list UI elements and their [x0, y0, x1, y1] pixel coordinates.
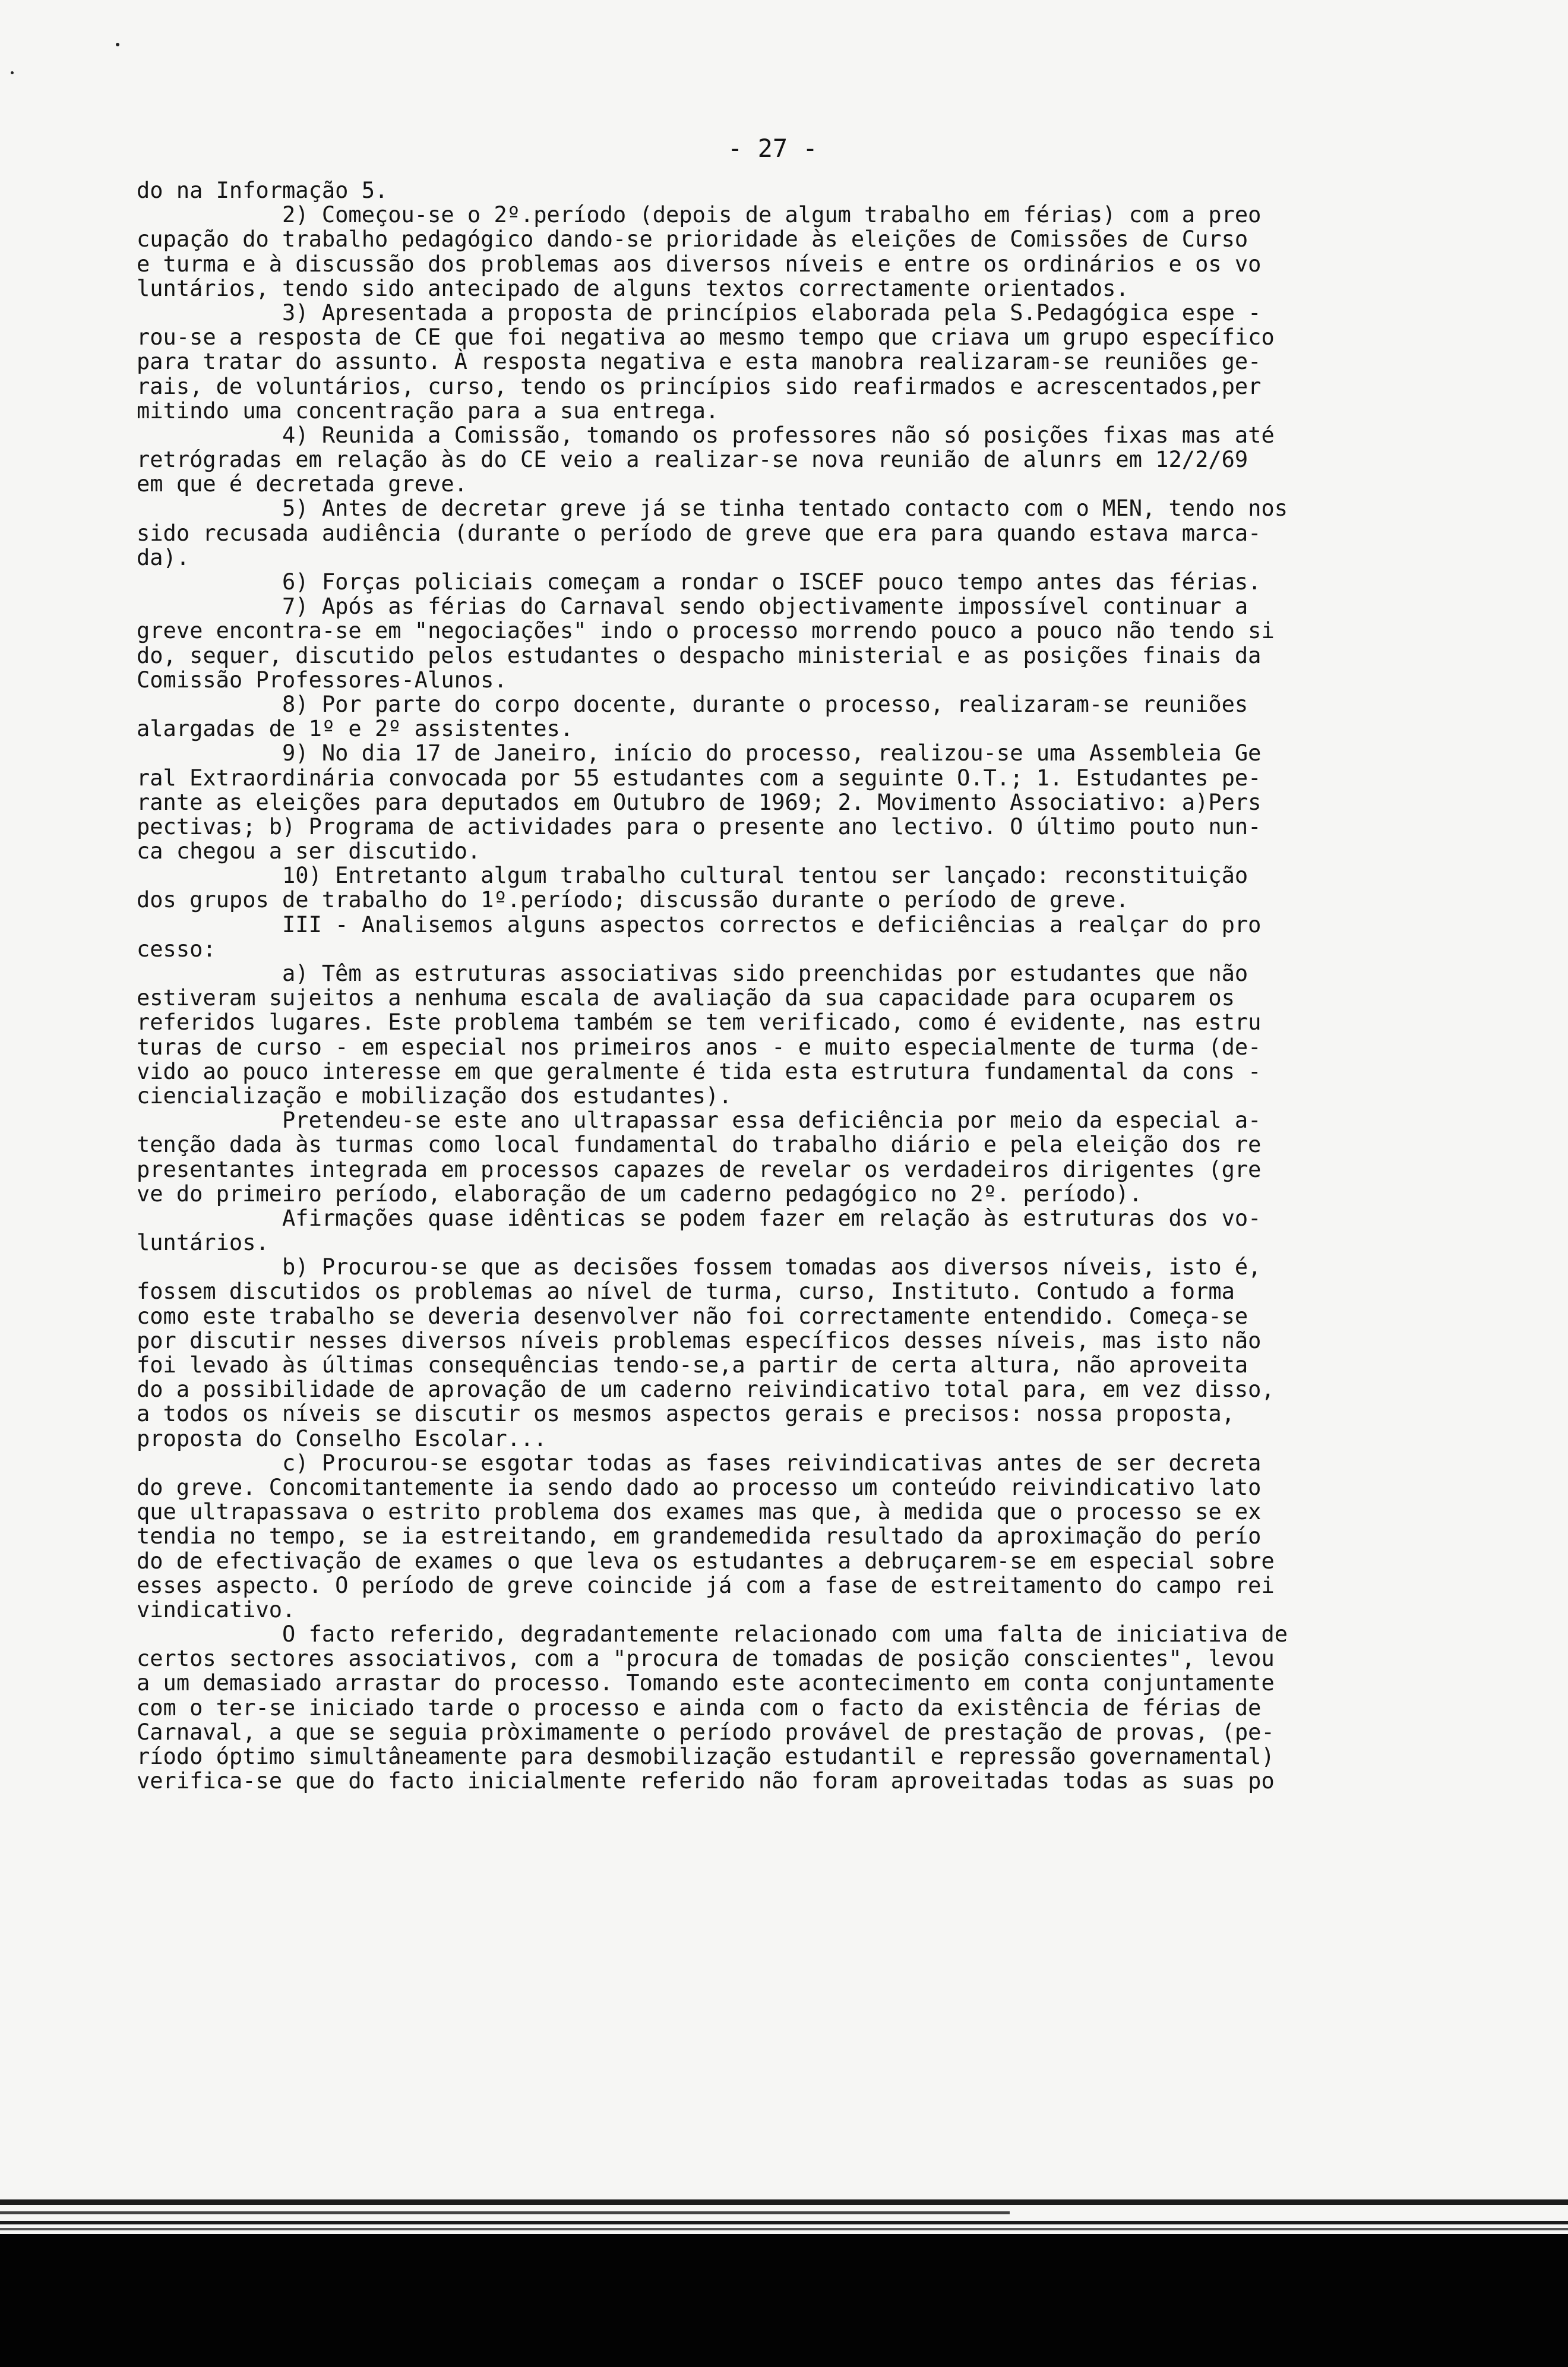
- text-line: luntários.: [137, 1230, 269, 1256]
- text-line: 7) Após as férias do Carnaval sendo objectivamente impossível continuar a: [137, 594, 1248, 620]
- text-line: verifica-se que do facto inicialmente referido não foram aproveitadas todas as suas po: [137, 1768, 1275, 1794]
- text-line: para tratar do assunto. À resposta negativa e esta manobra realizaram-se reuniões ge-: [137, 349, 1262, 375]
- text-line: 9) No dia 17 de Janeiro, início do processo, realizou-se uma Assembleia Ge: [137, 740, 1262, 766]
- text-line: com o ter-se iniciado tarde o processo e ainda com o facto da existência de férias de: [137, 1694, 1262, 1721]
- text-line: que ultrapassava o estrito problema dos exames mas que, à medida que o processo se ex: [137, 1499, 1262, 1525]
- scan-artifact-line: [0, 2211, 1010, 2214]
- text-line: turas de curso - em especial nos primeiros anos - e muito especialmente de turma (de-: [137, 1034, 1262, 1060]
- text-line: certos sectores associativos, com a "procura de tomadas de posição conscientes", levou: [137, 1646, 1275, 1672]
- text-line: greve encontra-se em "negociações" indo o processo morrendo pouco a pouco não tendo si: [137, 618, 1275, 644]
- text-line: rais, de voluntários, curso, tendo os princípios sido reafirmados e acrescentados,per: [137, 373, 1262, 399]
- text-line: Pretendeu-se este ano ultrapassar essa deficiência por meio da especial a-: [137, 1107, 1262, 1134]
- text-line: como este trabalho se deveria desenvolver não foi correctamente entendido. Começa-se: [137, 1303, 1248, 1329]
- text-line: proposta do Conselho Escolar...: [137, 1425, 547, 1451]
- text-line: 5) Antes de decretar greve já se tinha tentado contacto com o MEN, tendo nos: [137, 496, 1288, 522]
- text-line: do, sequer, discutido pelos estudantes o despacho ministerial e as posições finais da: [137, 642, 1262, 668]
- text-line: ríodo óptimo simultâneamente para desmobilização estudantil e repressão governamental): [137, 1744, 1275, 1769]
- scan-speck: [116, 43, 119, 46]
- text-line: sido recusada audiência (durante o período de greve que era para quando estava marca-: [137, 520, 1262, 546]
- text-line: esses aspecto. O período de greve coincide já com a fase de estreitamento do campo rei: [137, 1572, 1275, 1598]
- text-line: mitindo uma concentração para a sua entrega.: [137, 397, 719, 424]
- scan-artifact-line: [0, 2228, 1568, 2230]
- text-line: ciencialização e mobilização dos estudantes).: [137, 1082, 732, 1109]
- text-line: presentantes integrada em processos capazes de revelar os verdadeiros dirigentes (gre: [137, 1156, 1262, 1182]
- text-line: dos grupos de trabalho do 1º.período; discussão durante o período de greve.: [137, 887, 1129, 913]
- text-line: 4) Reunida a Comissão, tomando os professores não só posições fixas mas até: [137, 422, 1275, 448]
- text-line: tendia no tempo, se ia estreitando, em grandemedida resultado da aproximação do perío: [137, 1523, 1262, 1549]
- text-line: 8) Por parte do corpo docente, durante o processo, realizaram-se reuniões: [137, 691, 1248, 717]
- text-line: em que é decretada greve.: [137, 471, 467, 497]
- text-line: por discutir nesses diversos níveis problemas específicos desses níveis, mas isto não: [137, 1327, 1262, 1353]
- text-line: foi levado às últimas consequências tendo-se,a partir de certa altura, não aproveita: [137, 1352, 1248, 1378]
- scan-black-border: [0, 2234, 1568, 2367]
- text-line: a) Têm as estruturas associativas sido preenchidas por estudantes que não: [137, 961, 1248, 986]
- text-line: rou-se a resposta de CE que foi negativa ao mesmo tempo que criava um grupo específico: [137, 324, 1275, 351]
- text-line: 10) Entretanto algum trabalho cultural tentou ser lançado: reconstituição: [137, 863, 1248, 889]
- text-line: 2) Começou-se o 2º.período (depois de algum trabalho em férias) com a preo: [137, 202, 1262, 228]
- page-number: - 27 -: [728, 134, 818, 163]
- text-line: a todos os níveis se discutir os mesmos aspectos gerais e precisos: nossa proposta,: [137, 1401, 1235, 1427]
- scan-speck: [11, 71, 14, 74]
- text-line: retrógradas em relação às do CE veio a realizar-se nova reunião de alunrs em 12/2/69: [137, 447, 1248, 473]
- text-line: 6) Forças policiais começam a rondar o ISCEF pouco tempo antes das férias.: [137, 569, 1262, 595]
- text-line: e turma e à discussão dos problemas aos diversos níveis e entre os ordinários e os vo: [137, 251, 1262, 277]
- text-line: ve do primeiro período, elaboração de um caderno pedagógico no 2º. período).: [137, 1181, 1142, 1207]
- text-line: Carnaval, a que se seguia pròximamente o período provável de prestação de provas, (pe-: [137, 1719, 1275, 1745]
- text-line: O facto referido, degradantemente relacionado com uma falta de iniciativa de: [137, 1621, 1288, 1648]
- text-line: referidos lugares. Este problema também se tem verificado, como é evidente, nas estru: [137, 1009, 1262, 1036]
- text-line: tenção dada às turmas como local fundamental do trabalho diário e pela eleição dos re: [137, 1132, 1262, 1158]
- text-line: 3) Apresentada a proposta de princípios elaborada pela S.Pedagógica espe -: [137, 299, 1262, 326]
- text-line: alargadas de 1º e 2º assistentes.: [137, 716, 574, 742]
- text-line: cupação do trabalho pedagógico dando-se prioridade às eleições de Comissões de Curso: [137, 226, 1248, 253]
- text-line: vindicativo.: [137, 1596, 296, 1623]
- text-line: estiveram sujeitos a nenhuma escala de avaliação da sua capacidade para ocuparem os: [137, 985, 1235, 1011]
- text-line: vido ao pouco interesse em que geralmente é tida esta estrutura fundamental da cons -: [137, 1058, 1262, 1084]
- text-line: do de efectivação de exames o que leva os estudantes a debruçarem-se em especial sobre: [137, 1548, 1275, 1574]
- scan-artifact-line: [0, 2199, 1568, 2205]
- text-line: do greve. Concomitantemente ia sendo dado ao processo um conteúdo reivindicativo lato: [137, 1474, 1262, 1500]
- document-body: [137, 178, 1431, 1793]
- text-line: cesso:: [137, 936, 216, 962]
- text-line: b) Procurou-se que as decisões fossem tomadas aos diversos níveis, isto é,: [137, 1254, 1262, 1280]
- text-line: ral Extraordinária convocada por 55 estudantes com a seguinte O.T.; 1. Estudantes pe-: [137, 765, 1262, 791]
- text-line: fossem discutidos os problemas ao nível de turma, curso, Instituto. Contudo a forma: [137, 1279, 1235, 1305]
- text-line: ca chegou a ser discutido.: [137, 838, 481, 864]
- text-line: III - Analisemos alguns aspectos correctos e deficiências a realçar do pro: [137, 911, 1262, 938]
- scan-artifact-line: [0, 2221, 1568, 2224]
- text-line: pectivas; b) Programa de actividades para o presente ano lectivo. O último pouto nun-: [137, 813, 1262, 840]
- text-line: c) Procurou-se esgotar todas as fases reivindicativas antes de ser decreta: [137, 1450, 1262, 1476]
- text-line: da).: [137, 544, 190, 570]
- text-line: Afirmações quase idênticas se podem fazer em relação às estruturas dos vo-: [137, 1205, 1262, 1231]
- text-line: a um demasiado arrastar do processo. Tomando este acontecimento em conta conjuntamente: [137, 1670, 1275, 1696]
- text-line: do a possibilidade de aprovação de um caderno reivindicativo total para, em vez disso,: [137, 1377, 1275, 1403]
- text-line: rante as eleições para deputados em Outubro de 1969; 2. Movimento Associativo: a)Pers: [137, 789, 1262, 815]
- text-line: do na Informação 5.: [137, 178, 388, 203]
- text-line: luntários, tendo sido antecipado de alguns textos correctamente orientados.: [137, 275, 1129, 301]
- text-line: Comissão Professores-Alunos.: [137, 667, 507, 693]
